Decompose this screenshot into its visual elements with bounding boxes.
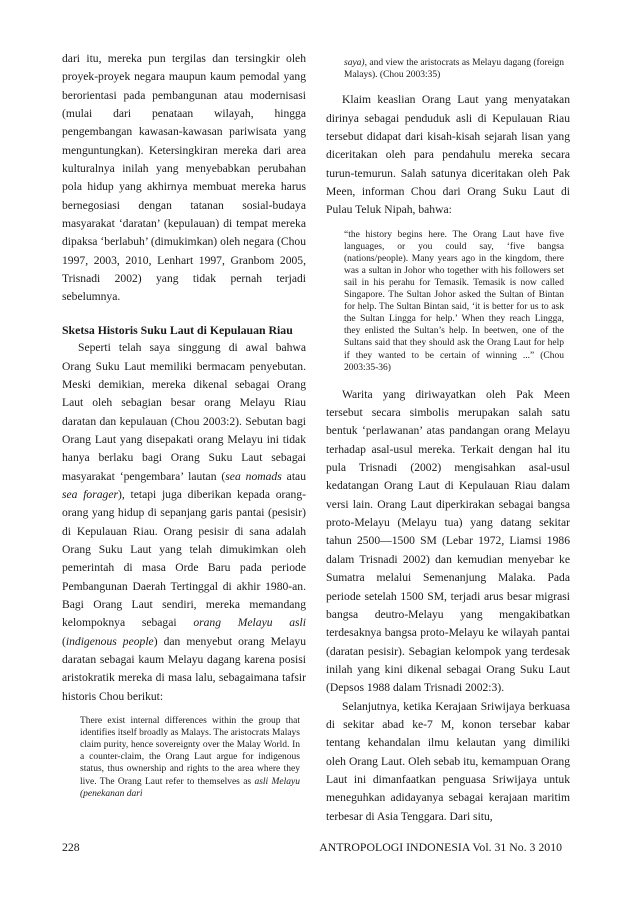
text-run: ( — [62, 634, 66, 648]
quote-gap — [326, 374, 570, 386]
italic-term: sea forager — [62, 487, 118, 501]
text-run: Seperti telah saya singgung di awal bahwa Orang Suku Laut memiliki bermacam penyebutan. Meski demikian, mereka dikenal sebagai Orang Laut oleh sebagian besar orang Melayu Riau daratan dan kepulauan (Chou 2003:2). Sebutan bagi Orang Laut yang disepakati orang Melayu ini tidak hanya berlaku bagi Orang Suku Laut sebagai masyarakat ‘pengembara’ lautan ( — [62, 341, 306, 483]
quote-gap — [326, 81, 570, 91]
section-gap — [62, 307, 306, 321]
italic-term: sea nomads — [225, 469, 282, 483]
italic-term: indigenous people — [65, 634, 154, 648]
quote-gap — [326, 220, 570, 229]
text-run: atau — [281, 469, 306, 483]
page-number: 228 — [62, 840, 80, 854]
quote-text: There exist internal differences within the group that identifies itself broadly as Malays. The aristocrats Malays claim purity, hence sovereignty over the Malay World. In a counter-claim, the Orang Laut argue for indigenous status, thus ownership and rights to the area where they live. The Orang Laut refer to themselves as — [80, 716, 300, 787]
paragraph-intro-continued: dari itu, mereka pun tergilas dan tersingkir oleh proyek-proyek negara maupun kaum pemodal yang berorientasi pada pembangunan atau modernisasi (mulai dari penataan wilayah, hingga pengembangan kawasan-kawasan pariwisata yang menguntungkan). Ketersingkiran mereka dari area kulturalnya inilah yang menyebabkan perubahan pola hidup yang akhirnya membuat mereka harus bernegosiasi dengan tatanan sosial-budaya masyarakat ‘daratan’ (kepulauan) di tempat mereka dipaksa ‘berlabuh’ (dimukimkan) oleh negara (Chou 1997, 2003, 2010, Lenhart 1997, Granbom 2005, Trisnadi 2002) yang tidak pernah terjadi sebelumnya. — [62, 52, 306, 304]
paragraph-warita: Warita yang diriwayatkan oleh Pak Meen tersebut secara simbolis merupakan salah satu bentuk ‘perlawanan’ atas pandangan orang Melayu terhadap asal-usul mereka. Terkait dengan hal itu pula Trisnadi (2002) mengisahkan asal-usul kedatangan Orang Laut di Kepulauan Riau dalam versi lain. Orang Laut diperkirakan sebagai bangsa proto-Melayu (Melayu tua) yang datang sekitar tahun 2500—1500 SM (Lebar 1972, Liamsi 1986 dalam Trisnadi 2002) dan kemudian menyebar ke Sumatra melalui Semenanjung Malaka. Pada periode setelah 1500 SM, terjadi arus besar migrasi bangsa deutro-Melayu yang mengakibatkan terdesaknya bangsa proto-Melayu ke wilayah pantai (daratan pesisir). Sebagian kelompok yang terdesak inilah yang kini dikenal sebagai Orang Suku Laut (Depsos 1988 dalam Trisnadi 2002:3). — [326, 387, 570, 695]
text-run: ) dan menyebut orang Melayu daratan sebagai kaum Melayu dagang karena posisi aristokratik mereka di masa lalu, sebagaimana tafsir historis Chou berikut: — [62, 634, 306, 703]
paragraph-indigenous-claim: Klaim keaslian Orang Laut yang menyatakan dirinya sebagai penduduk asli di Kepulauan Riau tersebut didapat dari kisah-kisah sejarah lisan yang diceritakan oleh para pendahulu mereka secara turun-temurun. Salah satunya diceritakan oleh Pak Meen, informan Chou dari Orang Suku Laut di Pulau Teluk Nipah, bahwa: — [326, 93, 570, 217]
italic-term: asli Melayu (penekanan dari — [80, 776, 300, 799]
journal-citation: ANTROPOLOGI INDONESIA Vol. 31 No. 3 2010 — [319, 840, 562, 854]
quote-text: , and view the aristocrats as Melayu dagang (foreign Malays). (Chou 2003:35) — [344, 58, 564, 81]
text-run: ), tetapi juga diberikan kepada orang-orang yang hidup di sepanjang garis pantai (pesisir) di Kepulauan Riau. Orang pesisir di sana adalah Orang Suku Laut yang telah dimukimkan oleh pemerintah di masa Orde Baru pada periode Pembangunan Daerah Tertinggal di akhir 1980-an. Bagi Orang Laut sendiri, mereka memandang kelompoknya sebagai — [62, 487, 306, 630]
italic-term: saya) — [344, 58, 365, 68]
left-column — [62, 50, 306, 800]
block-quote-pak-meen: “the history begins here. The Orang Laut have five languages, or you could say, ‘five bangsa (nations/people). Many years ago in the kingdom, there was a sultan in Johor who together with his followers set sail in his perahu for Temasik. Temasik is now called Singapore. The Sultan Johor asked the Sultan of Bintan for help. The Sultan Bintan said, ‘it is better for us to ask the Sultan Lingga for help.’ When they reach Lingga, they enlisted the Sultan’s help. In beetwen, one of the Sultans said that they should ask the Orang Laut for help if they wanted to be certain of winning ...” (Chou 2003:35-36) — [344, 229, 564, 373]
paragraph-sriwijaya: Selanjutnya, ketika Kerajaan Sriwijaya berkuasa di sekitar abad ke-7 M, konon tersebar kabar tentang kehandalan ilmu kelautan yang dimiliki oleh Orang Laut. Oleh sebab itu, kemampuan Orang Laut ini dimanfaatkan penguasa Sriwijaya untuk meneguhkan adidayanya sebagai kerajaan maritim terbesar di Asia Tenggara. Dari situ, — [326, 699, 570, 823]
quote-gap — [62, 706, 306, 715]
paragraph-historical-sketch — [62, 339, 306, 706]
block-quote-chou — [80, 715, 300, 800]
right-column — [326, 50, 570, 826]
italic-term: orang Melayu asli — [193, 616, 306, 630]
section-heading: Sketsa Historis Suku Laut di Kepulauan Riau — [62, 322, 293, 337]
block-quote-chou-continued — [344, 57, 564, 81]
